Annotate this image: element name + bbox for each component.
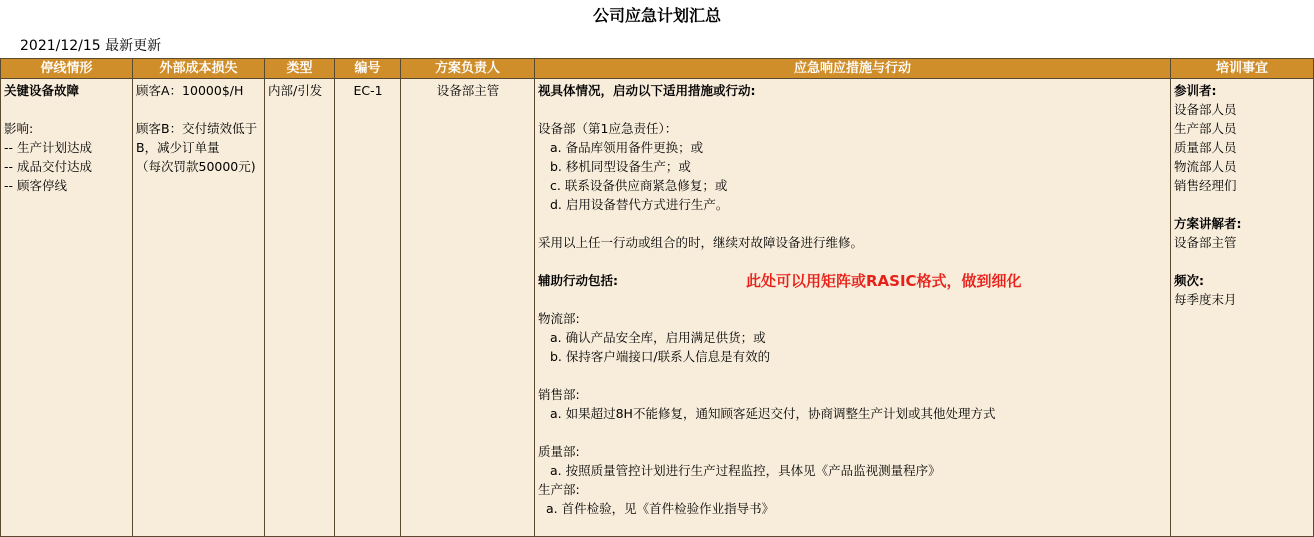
dept1-item: d. 启用设备替代方式进行生产。: [550, 197, 729, 212]
frequency-value: 每季度末月: [1174, 292, 1237, 307]
logistics-title: 物流部:: [538, 311, 580, 326]
production-item: a. 首件检验，见《首件检验作业指导书》: [546, 501, 775, 516]
participant-item: 销售经理们: [1174, 178, 1237, 193]
cell-training[interactable]: [1171, 79, 1314, 537]
impact-item: -- 顾客停线: [4, 178, 67, 193]
sales-title: 销售部:: [538, 387, 580, 402]
cell-situation[interactable]: [1, 79, 133, 537]
owner-value: 设备部主管: [436, 83, 500, 98]
header-type[interactable]: 类型: [265, 59, 335, 79]
dept1-item: c. 联系设备供应商紧急修复；或: [550, 178, 728, 193]
page-title: 公司应急计划汇总: [592, 6, 721, 25]
quality-title: 质量部:: [538, 444, 580, 459]
cell-owner[interactable]: [401, 79, 535, 537]
header-external-cost[interactable]: 外部成本损失: [133, 59, 265, 79]
production-title: 生产部:: [538, 482, 580, 497]
participants-label: 参训者:: [1174, 83, 1217, 98]
dept1-item: a. 备品库领用备件更换；或: [550, 140, 704, 155]
impact-item: -- 成品交付达成: [4, 159, 92, 174]
presenter-value: 设备部主管: [1174, 235, 1237, 250]
red-annotation-note: 此处可以用矩阵或RASIC格式，做到细化: [746, 272, 1022, 290]
cell-external-cost[interactable]: [133, 79, 265, 537]
table-row: [1, 79, 1314, 537]
header-owner[interactable]: 方案负责人: [401, 59, 535, 79]
impact-item: -- 生产计划达成: [4, 140, 92, 155]
header-actions[interactable]: 应急响应措施与行动: [535, 59, 1171, 79]
actions-intro: 视具体情况，启动以下适用措施或行动:: [538, 83, 756, 98]
update-date: 2021/12/15 最新更新: [20, 38, 162, 54]
cost-customer-b: 顾客B：交付绩效低于B，减少订单量: [136, 121, 258, 155]
presenter-label: 方案讲解者:: [1174, 216, 1242, 231]
header-code[interactable]: 编号: [335, 59, 401, 79]
participant-item: 物流部人员: [1174, 159, 1237, 174]
aux-title: 辅助行动包括:: [538, 273, 618, 288]
participant-item: 质量部人员: [1174, 140, 1237, 155]
situation-heading: 关键设备故障: [4, 83, 80, 98]
cell-code[interactable]: [335, 79, 401, 537]
cost-customer-a: 顾客A：10000$/H: [136, 83, 244, 98]
emergency-plan-table: [0, 58, 1314, 537]
dept1-title: 设备部（第1应急责任）：: [538, 121, 678, 136]
type-value: 内部/引发: [268, 83, 323, 98]
cell-actions[interactable]: [535, 79, 1171, 537]
cell-type[interactable]: [265, 79, 335, 537]
repair-note: 采用以上任一行动或组合的时，继续对故障设备进行维修。: [538, 235, 864, 250]
impact-label: 影响:: [4, 121, 34, 136]
logistics-item: a. 确认产品安全库，启用满足供货；或: [550, 330, 766, 345]
frequency-label: 频次:: [1174, 273, 1204, 288]
header-training[interactable]: 培训事宜: [1171, 59, 1314, 79]
header-situation[interactable]: 停线情形: [1, 59, 133, 79]
cost-penalty-note: （每次罚款50000元): [136, 159, 256, 174]
dept1-item: b. 移机同型设备生产；或: [550, 159, 691, 174]
header-row: [1, 59, 1314, 79]
code-value: EC-1: [353, 83, 383, 98]
participant-item: 生产部人员: [1174, 121, 1237, 136]
quality-item: a. 按照质量管控计划进行生产过程监控，具体见《产品监视测量程序》: [550, 463, 941, 478]
logistics-item: b. 保持客户端接口/联系人信息是有效的: [550, 349, 771, 364]
participant-item: 设备部人员: [1174, 102, 1237, 117]
sales-item: a. 如果超过8H不能修复，通知顾客延迟交付，协商调整生产计划或其他处理方式: [550, 406, 996, 421]
